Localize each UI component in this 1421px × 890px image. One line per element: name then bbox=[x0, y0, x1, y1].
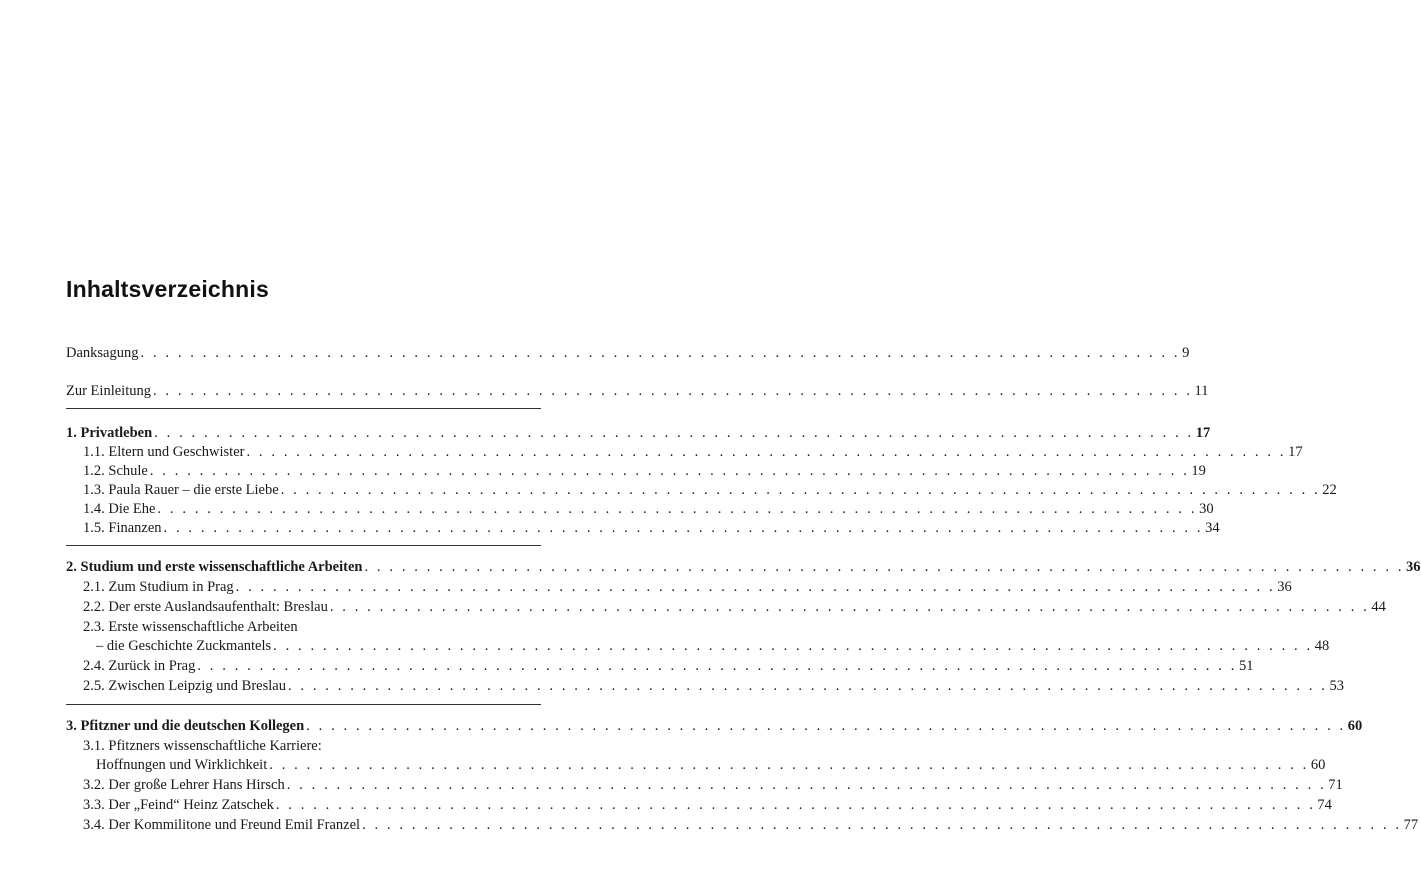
toc-entry-label: 1.1. Eltern und Geschwister bbox=[83, 444, 245, 460]
section-divider bbox=[66, 545, 541, 546]
toc-page-number: 17 bbox=[1288, 444, 1303, 460]
toc-page-number: 77 bbox=[1403, 817, 1419, 833]
toc-page-number: 44 bbox=[1371, 599, 1386, 615]
toc-entry bbox=[83, 442, 1303, 462]
dot-leader: . . . . . . . . . . . . . . . . . . . . . . . . . . . . . . . . . . . . . . . . . . . . . . . . . . . . . . . . . . . . . . . . . . . . . . . . . . . . . . . . . . . . bbox=[329, 599, 1370, 615]
toc-entry bbox=[83, 795, 1332, 815]
toc-entry bbox=[83, 617, 541, 637]
toc-entry-label: 1.3. Paula Rauer – die erste Liebe bbox=[83, 482, 279, 498]
toc-entry bbox=[83, 656, 1254, 676]
dot-leader: . . . . . . . . . . . . . . . . . . . . . . . . . . . . . . . . . . . . . . . . . . . . . . . . . . . . . . . . . . . . . . . . . . . . . . . . . . . . . . . . . . . . bbox=[280, 482, 1321, 498]
dot-leader: . . . . . . . . . . . . . . . . . . . . . . . . . . . . . . . . . . . . . . . . . . . . . . . . . . . . . . . . . . . . . . . . . . . . . . . . . . . . . . . . . . . . bbox=[275, 797, 1316, 813]
dot-leader: . . . . . . . . . . . . . . . . . . . . . . . . . . . . . . . . . . . . . . . . . . . . . . . . . . . . . . . . . . . . . . . . . . . . . . . . . . . . . . . . . . . . bbox=[140, 345, 1181, 361]
toc-entry-label: Danksagung bbox=[66, 345, 139, 361]
toc-page-number: 22 bbox=[1322, 482, 1337, 498]
toc-entry-label: 2.3. Erste wissenschaftliche Arbeiten bbox=[83, 619, 298, 635]
toc-entry bbox=[83, 736, 541, 756]
toc-page-number: 51 bbox=[1238, 658, 1254, 674]
dot-leader: . . . . . . . . . . . . . . . . . . . . . . . . . . . . . . . . . . . . . . . . . . . . . . . . . . . . . . . . . . . . . . . . . . . . . . . . . . . . . . . . . . . . bbox=[235, 579, 1276, 595]
toc-entry-continuation bbox=[96, 636, 1330, 656]
dot-leader: . . . . . . . . . . . . . . . . . . . . . . . . . . . . . . . . . . . . . . . . . . . . . . . . . . . . . . . . . . . . . . . . . . . . . . . . . . . . . . . . . . . . bbox=[246, 444, 1287, 460]
toc-entry-label: 3.1. Pfitzners wissenschaftliche Karriere: bbox=[83, 738, 322, 754]
toc-entry-label: Zur Einleitung bbox=[66, 383, 151, 399]
toc-page-number: 9 bbox=[1182, 345, 1190, 361]
dot-leader: . . . . . . . . . . . . . . . . . . . . . . . . . . . . . . . . . . . . . . . . . . . . . . . . . . . . . . . . . . . . . . . . . . . . . . . . . . . . . . . . . . . . bbox=[362, 817, 1402, 833]
toc-page-number: 74 bbox=[1317, 797, 1332, 813]
toc-entry-label: 2.5. Zwischen Leipzig und Breslau bbox=[83, 678, 286, 694]
dot-leader: . . . . . . . . . . . . . . . . . . . . . . . . . . . . . . . . . . . . . . . . . . . . . . . . . . . . . . . . . . . . . . . . . . . . . . . . . . . . . . . . . . . . bbox=[286, 777, 1327, 793]
dot-leader: . . . . . . . . . . . . . . . . . . . . . . . . . . . . . . . . . . . . . . . . . . . . . . . . . . . . . . . . . . . . . . . . . . . . . . . . . . . . . . . . . . . . bbox=[149, 463, 1190, 479]
toc-entry-label: 2.2. Der erste Auslandsaufenthalt: Breslau bbox=[83, 599, 328, 615]
toc-entry-label: 2.1. Zum Studium in Prag bbox=[83, 579, 234, 595]
toc-entry bbox=[83, 577, 1292, 597]
toc-title: Inhaltsverzeichnis bbox=[66, 276, 270, 302]
toc-entry bbox=[83, 461, 1206, 481]
toc-entry bbox=[83, 676, 1345, 696]
toc-chapter-entry bbox=[66, 557, 1421, 577]
toc-page-number: 36 bbox=[1406, 559, 1421, 575]
toc-page-number: 48 bbox=[1314, 638, 1330, 654]
toc-page-number: 11 bbox=[1194, 383, 1209, 399]
section-divider bbox=[66, 408, 541, 409]
toc-page-number: 60 bbox=[1310, 757, 1326, 773]
toc-entry bbox=[83, 815, 1419, 835]
toc-entry-label: 1.5. Finanzen bbox=[83, 520, 162, 536]
toc-page-number: 19 bbox=[1191, 463, 1206, 479]
dot-leader: . . . . . . . . . . . . . . . . . . . . . . . . . . . . . . . . . . . . . . . . . . . . . . . . . . . . . . . . . . . . . . . . . . . . . . . . . . . . . . . . . . . . bbox=[157, 501, 1198, 517]
toc-entry-label: 3.2. Der große Lehrer Hans Hirsch bbox=[83, 777, 285, 793]
dot-leader: . . . . . . . . . . . . . . . . . . . . . . . . . . . . . . . . . . . . . . . . . . . . . . . . . . . . . . . . . . . . . . . . . . . . . . . . . . . . . . . . . . . . bbox=[163, 520, 1204, 536]
toc-entry-label: Hoffnungen und Wirklichkeit bbox=[96, 757, 268, 773]
dot-leader: . . . . . . . . . . . . . . . . . . . . . . . . . . . . . . . . . . . . . . . . . . . . . . . . . . . . . . . . . . . . . . . . . . . . . . . . . . . . . . . . . . . . bbox=[364, 559, 1405, 575]
toc-entry-label: 3.3. Der „Feind“ Heinz Zatschek bbox=[83, 797, 274, 813]
toc-entry-label: 1.2. Schule bbox=[83, 463, 148, 479]
toc-entry-label: 1.4. Die Ehe bbox=[83, 501, 156, 517]
dot-leader: . . . . . . . . . . . . . . . . . . . . . . . . . . . . . . . . . . . . . . . . . . . . . . . . . . . . . . . . . . . . . . . . . . . . . . . . . . . . . . . . . . . . bbox=[306, 718, 1346, 734]
toc-entry bbox=[83, 499, 1214, 519]
toc-page-number: 34 bbox=[1205, 520, 1220, 536]
toc-entry bbox=[83, 597, 1386, 617]
toc-page-number: 60 bbox=[1347, 718, 1363, 734]
section-divider bbox=[66, 704, 541, 705]
toc-entry-continuation bbox=[96, 755, 1326, 775]
dot-leader: . . . . . . . . . . . . . . . . . . . . . . . . . . . . . . . . . . . . . . . . . . . . . . . . . . . . . . . . . . . . . . . . . . . . . . . . . . . . . . . . . . . . bbox=[154, 425, 1194, 441]
toc-entry bbox=[66, 381, 1209, 401]
toc-entry-label: – die Geschichte Zuckmantels bbox=[96, 638, 272, 654]
dot-leader: . . . . . . . . . . . . . . . . . . . . . . . . . . . . . . . . . . . . . . . . . . . . . . . . . . . . . . . . . . . . . . . . . . . . . . . . . . . . . . . . . . . . bbox=[197, 658, 1237, 674]
toc-entry-label: 3. Pfitzner und die deutschen Kollegen bbox=[66, 718, 305, 734]
dot-leader: . . . . . . . . . . . . . . . . . . . . . . . . . . . . . . . . . . . . . . . . . . . . . . . . . . . . . . . . . . . . . . . . . . . . . . . . . . . . . . . . . . . . bbox=[273, 638, 1313, 654]
toc-entry bbox=[83, 480, 1337, 500]
toc-chapter-entry bbox=[66, 716, 1363, 736]
toc-entry-label: 2. Studium und erste wissenschaftliche Arbeiten bbox=[66, 559, 363, 575]
dot-leader: . . . . . . . . . . . . . . . . . . . . . . . . . . . . . . . . . . . . . . . . . . . . . . . . . . . . . . . . . . . . . . . . . . . . . . . . . . . . . . . . . . . . bbox=[269, 757, 1309, 773]
toc-chapter-entry bbox=[66, 423, 1211, 443]
toc-entry bbox=[83, 775, 1343, 795]
toc-entry-label: 1. Privatleben bbox=[66, 425, 153, 441]
toc-entry bbox=[66, 343, 1190, 363]
toc-page-number: 17 bbox=[1195, 425, 1211, 441]
toc-entry-label: 3.4. Der Kommilitone und Freund Emil Franzel bbox=[83, 817, 361, 833]
toc-page-number: 30 bbox=[1199, 501, 1214, 517]
dot-leader: . . . . . . . . . . . . . . . . . . . . . . . . . . . . . . . . . . . . . . . . . . . . . . . . . . . . . . . . . . . . . . . . . . . . . . . . . . . . . . . . . . . . bbox=[287, 678, 1328, 694]
toc-page-number: 53 bbox=[1329, 678, 1345, 694]
toc-page-number: 36 bbox=[1277, 579, 1292, 595]
toc-entry bbox=[83, 518, 1220, 538]
toc-page-number: 71 bbox=[1328, 777, 1343, 793]
toc-entry-label: 2.4. Zurück in Prag bbox=[83, 658, 196, 674]
dot-leader: . . . . . . . . . . . . . . . . . . . . . . . . . . . . . . . . . . . . . . . . . . . . . . . . . . . . . . . . . . . . . . . . . . . . . . . . . . . . . . . . . . . . bbox=[152, 383, 1193, 399]
